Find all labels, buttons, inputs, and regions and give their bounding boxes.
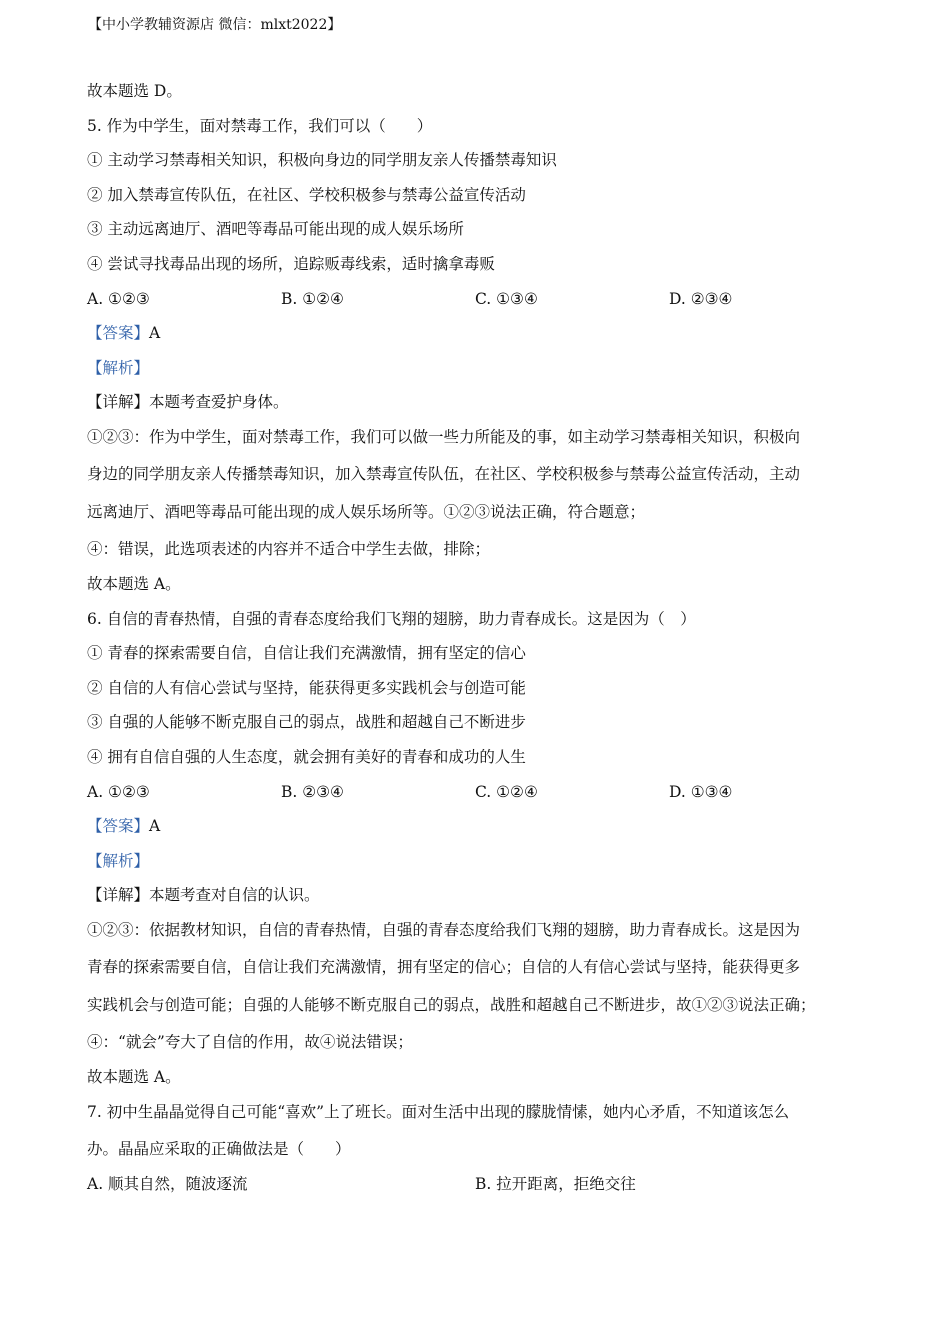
q6-item-4: ④ 拥有自信自强的人生态度，就会拥有美好的青春和成功的人生 bbox=[87, 748, 526, 766]
q6-item-3: ③ 自强的人能够不断克服自己的弱点，战胜和超越自己不断进步 bbox=[87, 713, 526, 732]
q6-explanation-line-1: ①②③：依据教材知识，自信的青春热情，自强的青春态度给我们飞翔的翅膀，助力青春成长。这是因为 bbox=[87, 920, 801, 939]
q6-explanation-line-3: 实践机会与创造可能；自强的人能够不断克服自己的弱点，战胜和超越自己不断进步，故①②③说法正确； bbox=[87, 995, 816, 1014]
q6-item-2: ② 自信的人有信心尝试与坚持，能获得更多实践机会与创造可能 bbox=[87, 678, 526, 697]
q5-explanation-line-1: ①②③：作为中学生，面对禁毒工作，我们可以做一些力所能及的事，如主动学习禁毒相关知识，积极向 bbox=[87, 427, 801, 446]
q6-answer-value: A bbox=[149, 817, 161, 836]
q5-option-c: C. ①③④ bbox=[475, 289, 538, 308]
q6-note-4: ④：“就会”夸大了自信的作用，故④说法错误； bbox=[87, 1033, 413, 1052]
q5-detail bbox=[87, 389, 867, 424]
q5-detail-intro: 本题考查爱护身体。 bbox=[149, 393, 289, 412]
q5-note-4: ④：错误，此选项表述的内容并不适合中学生去做，排除； bbox=[87, 540, 491, 559]
q5-answer-value: A bbox=[149, 324, 161, 343]
document-body bbox=[87, 78, 867, 1205]
q6-explanation-line-2: 青春的探索需要自信，自信让我们充满激情，拥有坚定的信心；自信的人有信心尝试与坚持，能获得更多 bbox=[87, 958, 801, 977]
q5-answer bbox=[87, 320, 867, 355]
q6-detail-intro: 本题考查对自信的认识。 bbox=[149, 886, 320, 905]
q6-option-a: A. ①②③ bbox=[87, 782, 150, 801]
q7-options bbox=[87, 1171, 867, 1206]
q6-stem: 6. 自信的青春热情，自强的青春态度给我们飞翔的翅膀，助力青春成长。这是因为（ ） bbox=[87, 609, 696, 628]
q5-conclusion: 故本题选 A。 bbox=[87, 575, 181, 594]
q6-option-b: B. ②③④ bbox=[281, 782, 344, 801]
page-header: 【中小学教辅资源店 微信：mlxt2022】 bbox=[88, 17, 342, 33]
q5-item-1: ① 主动学习禁毒相关知识，积极向身边的同学朋友亲人传播禁毒知识 bbox=[87, 151, 557, 170]
q6-option-c: C. ①②④ bbox=[475, 782, 538, 801]
q6-analysis-tag: 【解析】 bbox=[87, 851, 150, 870]
q7-stem-line-2: 办。晶晶应采取的正确做法是（ ） bbox=[87, 1140, 351, 1159]
q7-stem-line-1: 7. 初中生晶晶觉得自己可能“喜欢”上了班长。面对生活中出现的朦胧情愫，她内心矛盾，不知道该怎么 bbox=[87, 1102, 790, 1121]
q5-option-a: A. ①②③ bbox=[87, 289, 150, 308]
q5-explanation-line-2: 身边的同学朋友亲人传播禁毒知识，加入禁毒宣传队伍，在社区、学校积极参与禁毒公益宣传活动，主动 bbox=[87, 465, 801, 484]
q5-detail-tag: 【详解】 bbox=[87, 393, 150, 412]
q5-item-2: ② 加入禁毒宣传队伍，在社区、学校积极参与禁毒公益宣传活动 bbox=[87, 185, 526, 204]
q7-option-b: B. 拉开距离，拒绝交往 bbox=[475, 1174, 636, 1193]
q6-answer bbox=[87, 813, 867, 848]
q5-explanation-line-3: 远离迪厅、酒吧等毒品可能出现的成人娱乐场所等。①②③说法正确，符合题意； bbox=[87, 502, 646, 521]
prev-conclusion: 故本题选 D。 bbox=[87, 82, 182, 100]
q5-options bbox=[87, 286, 867, 321]
q5-stem: 5. 作为中学生，面对禁毒工作，我们可以（ ） bbox=[87, 116, 433, 135]
q6-item-1: ① 青春的探索需要自信，自信让我们充满激情，拥有坚定的信心 bbox=[87, 644, 526, 663]
q6-detail-tag: 【详解】 bbox=[87, 886, 150, 905]
q6-conclusion: 故本题选 A。 bbox=[87, 1068, 181, 1087]
q6-options bbox=[87, 779, 867, 814]
q5-option-b: B. ①②④ bbox=[281, 289, 344, 308]
q6-option-d: D. ①③④ bbox=[669, 782, 733, 801]
q6-answer-tag: 【答案】 bbox=[87, 817, 150, 836]
q5-option-d: D. ②③④ bbox=[669, 289, 733, 308]
q6-detail bbox=[87, 882, 867, 917]
q5-answer-tag: 【答案】 bbox=[87, 324, 150, 343]
q5-item-3: ③ 主动远离迪厅、酒吧等毒品可能出现的成人娱乐场所 bbox=[87, 220, 464, 239]
q5-analysis-tag: 【解析】 bbox=[87, 358, 150, 377]
q5-item-4: ④ 尝试寻找毒品出现的场所，追踪贩毒线索，适时擒拿毒贩 bbox=[87, 254, 495, 273]
q7-option-a: A. 顺其自然，随波逐流 bbox=[87, 1174, 248, 1193]
